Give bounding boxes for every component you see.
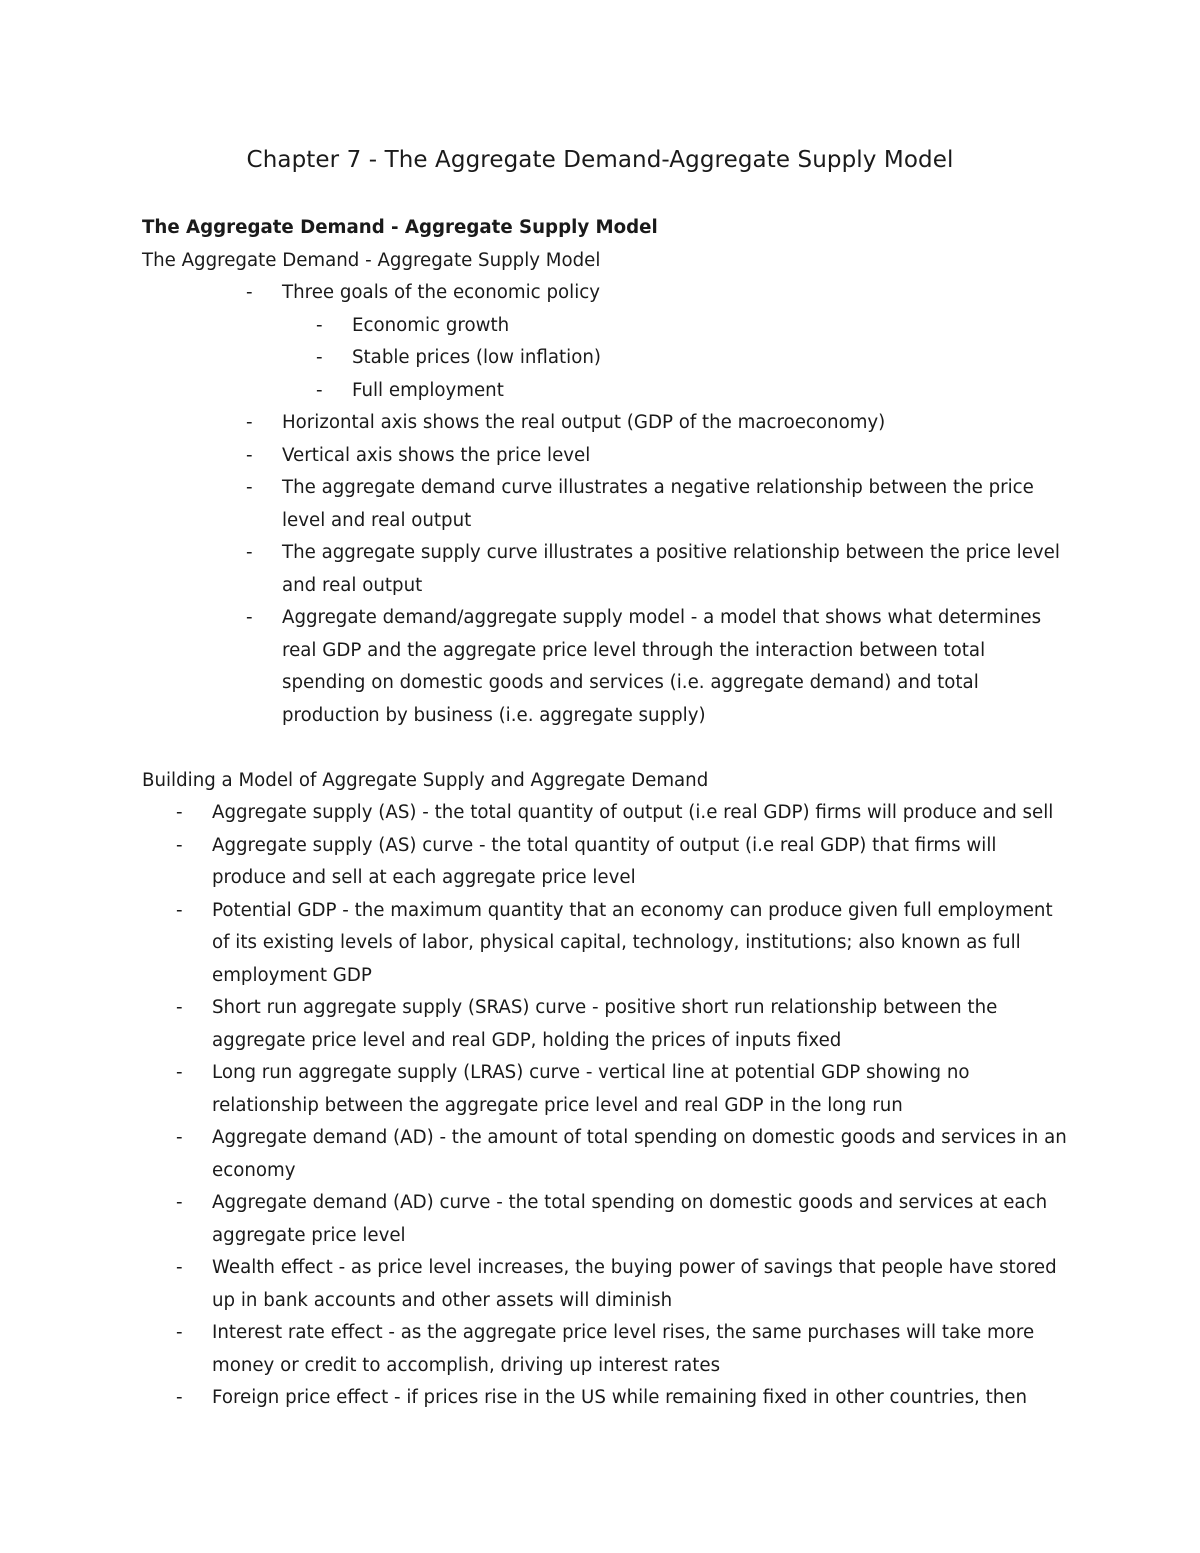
list-item	[142, 1057, 1072, 1122]
bullet-dash: -	[176, 1257, 183, 1278]
list-item-text: Horizontal axis shows the real output (GDP of the macroeconomy)	[282, 412, 886, 433]
bullet-dash: -	[246, 444, 253, 466]
bullet-dash: -	[246, 412, 253, 433]
list-item-text: Short run aggregate supply (SRAS) curve - positive short run relationship between the aggregate price level and real GDP, holding the prices of inputs fixed	[212, 997, 998, 1051]
list-item	[282, 342, 1072, 375]
bullet-dash: -	[246, 282, 253, 303]
page-title: Chapter 7 - The Aggregate Demand-Aggregate Supply Model	[246, 147, 954, 173]
list-item-text: Three goals of the economic policy	[282, 282, 601, 303]
list-item-text: Stable prices (low inflation)	[352, 347, 601, 368]
list-item-text: Aggregate demand (AD) - the amount of total spending on domestic goods and services in an economy	[212, 1127, 1067, 1181]
list-item	[142, 277, 1072, 407]
list-item	[142, 602, 1072, 732]
goals-list	[282, 310, 1072, 408]
bullet-dash: -	[176, 802, 183, 823]
list-item	[142, 537, 1072, 602]
bullet-dash: -	[176, 1387, 183, 1408]
bullet-dash: -	[246, 542, 253, 563]
list-item	[142, 1382, 1072, 1415]
bullet-dash: -	[246, 607, 253, 628]
section-heading-ad-as-model: The Aggregate Demand - Aggregate Supply Model	[142, 217, 658, 238]
list-item-text: Full employment	[352, 379, 504, 401]
list-item-text: Wealth effect - as price level increases, the buying power of savings that people have stored up in bank accounts and other assets will diminish	[212, 1257, 1057, 1311]
bullet-dash: -	[316, 347, 323, 368]
list-item-text: The aggregate supply curve illustrates a positive relationship between the price level and real output	[282, 542, 1060, 596]
list-item-text: The aggregate demand curve illustrates a negative relationship between the price level and real output	[282, 477, 1034, 531]
list-item	[142, 407, 1072, 440]
list-item-text: Potential GDP - the maximum quantity that an economy can produce given full employment of its existing levels of labor, physical capital, technology, institutions; also known as full employment GDP	[212, 899, 1053, 986]
list-item-text: Foreign price effect - if prices rise in the US while remaining fixed in other countries, then	[212, 1387, 1027, 1408]
bullet-dash: -	[176, 834, 183, 856]
list-item	[142, 472, 1072, 537]
bullet-dash: -	[176, 1062, 183, 1083]
list-item-text: Long run aggregate supply (LRAS) curve - vertical line at potential GDP showing no relationship between the aggregate price level and real GDP in the long run	[212, 1062, 970, 1116]
list-item	[142, 440, 1072, 473]
list-item-text: Aggregate supply (AS) - the total quantity of output (i.e real GDP) firms will produce and sell	[212, 802, 1054, 823]
list-item-text: Aggregate demand/aggregate supply model - a model that shows what determines real GDP and the aggregate price level through the interaction between total spending on domestic goods and services (i.e. aggregate demand) and total production by business (i.e. aggregate supply)	[282, 607, 1042, 726]
bullet-dash: -	[176, 997, 183, 1018]
list-item-text: Vertical axis shows the price level	[282, 444, 591, 466]
bullet-dash: -	[176, 899, 183, 921]
section-subheading-ad-as-model: The Aggregate Demand - Aggregate Supply Model	[142, 249, 601, 271]
section-heading-building-model: Building a Model of Aggregate Supply and Aggregate Demand	[142, 769, 709, 791]
bullet-dash: -	[246, 477, 253, 498]
building-model-list	[142, 797, 1072, 1415]
list-item-text: Aggregate demand (AD) curve - the total spending on domestic goods and services at each aggregate price level	[212, 1192, 1048, 1246]
paragraph-spacer	[142, 732, 1072, 765]
bullet-dash: -	[176, 1127, 183, 1148]
list-item-text: Aggregate supply (AS) curve - the total quantity of output (i.e real GDP) that firms will produce and sell at each aggregate price level	[212, 834, 997, 888]
list-item	[142, 1252, 1072, 1317]
list-item	[142, 992, 1072, 1057]
bullet-dash: -	[316, 314, 323, 336]
list-item	[142, 1317, 1072, 1382]
list-item	[142, 830, 1072, 895]
bullet-dash: -	[176, 1322, 183, 1343]
list-item	[142, 797, 1072, 830]
document-body	[142, 212, 1072, 1415]
ad-as-model-list	[142, 277, 1072, 732]
list-item	[142, 1122, 1072, 1187]
list-item	[282, 375, 1072, 408]
list-item-text: Economic growth	[352, 314, 510, 336]
list-item	[142, 895, 1072, 993]
list-item	[282, 310, 1072, 343]
list-item	[142, 1187, 1072, 1252]
bullet-dash: -	[316, 379, 323, 401]
bullet-dash: -	[176, 1192, 183, 1213]
list-item-text: Interest rate effect - as the aggregate price level rises, the same purchases will take more money or credit to accomplish, driving up interest rates	[212, 1322, 1035, 1376]
